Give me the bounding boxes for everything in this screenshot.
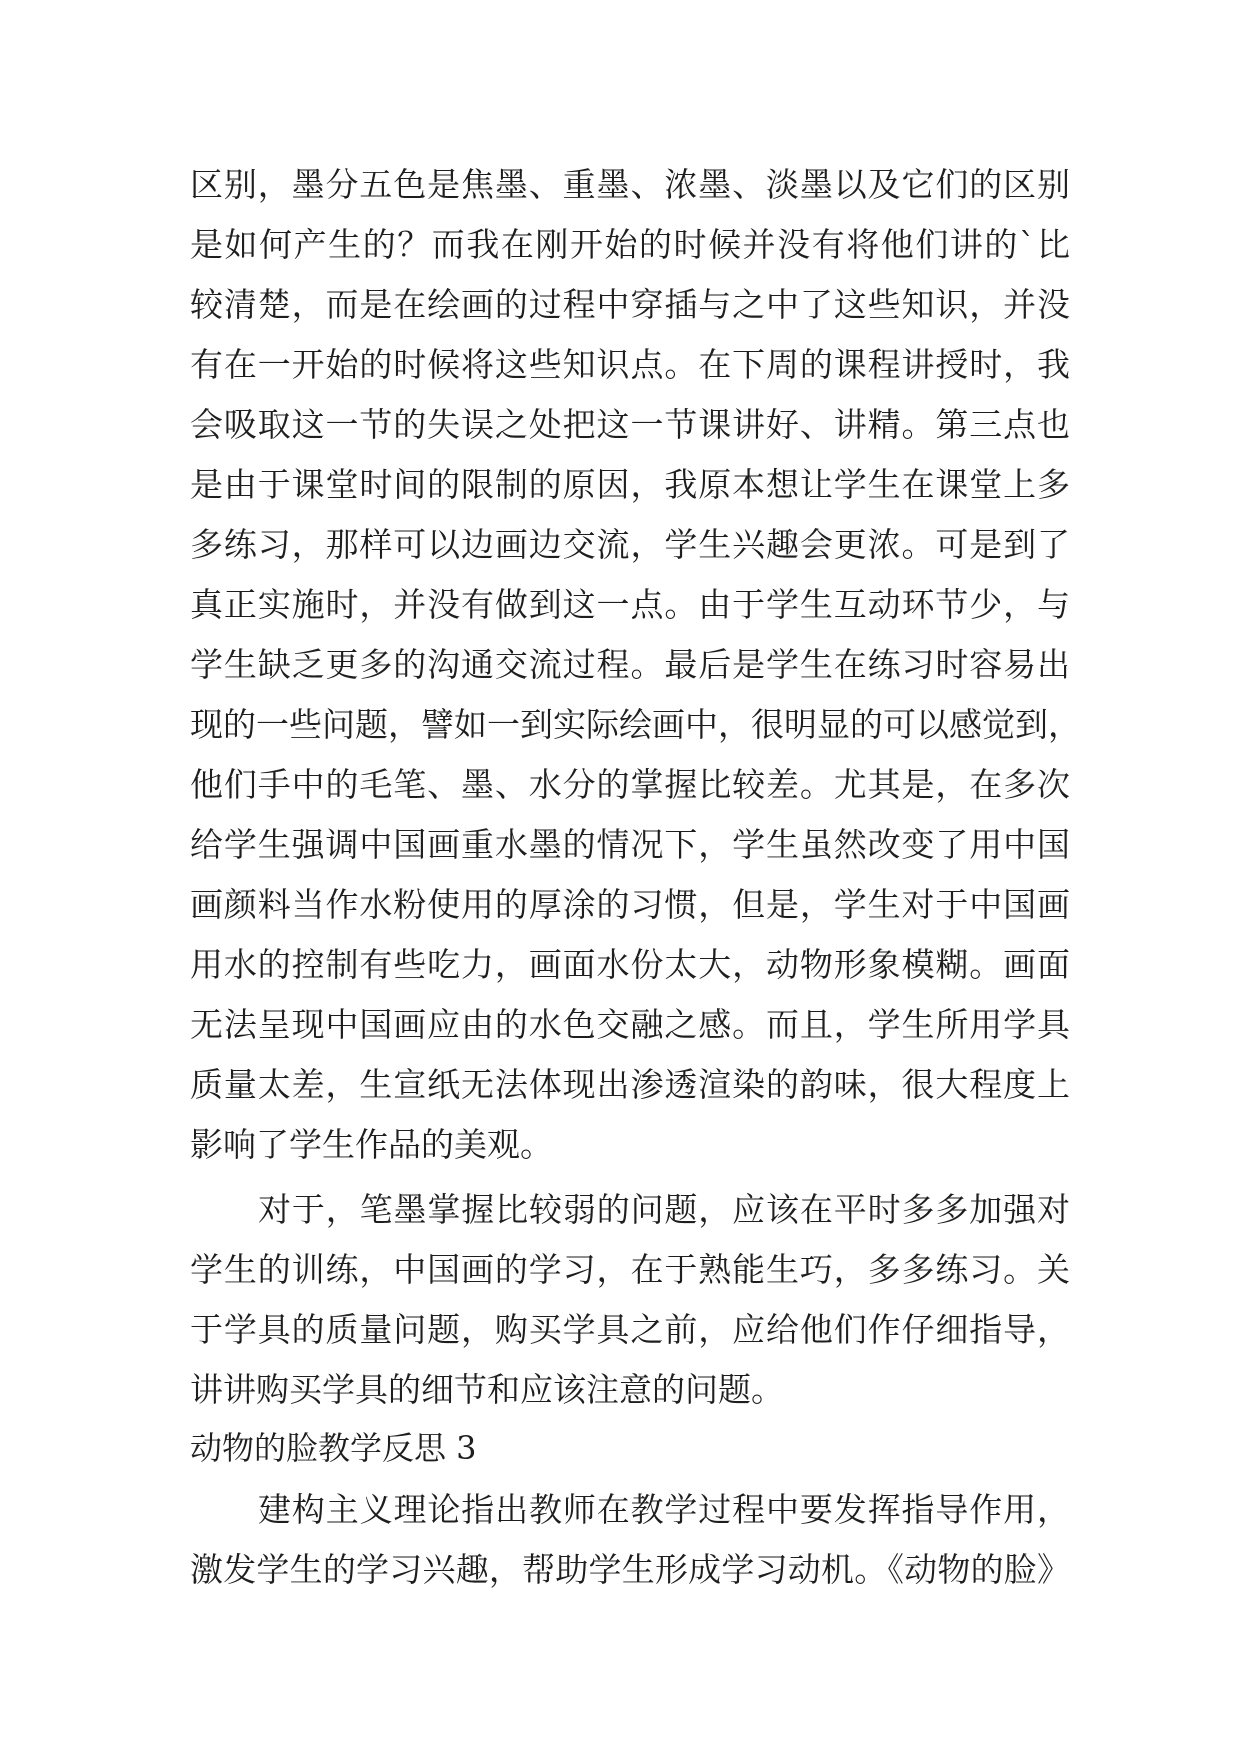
text-line: 用水的控制有些吃力，画面水份太大，动物形象模糊。画面 — [190, 945, 1070, 984]
text-line: 无法呈现中国画应由的水色交融之感。而且，学生所用学具 — [190, 1005, 1070, 1044]
text-line: 有在一开始的时候将这些知识点。在下周的课程讲授时，我 — [190, 345, 1070, 384]
text-line: 讲讲购买学具的细节和应该注意的问题。 — [190, 1370, 784, 1409]
text-line: 现的一些问题，譬如一到实际绘画中，很明显的可以感觉到， — [190, 705, 1081, 744]
section-heading: 动物的脸教学反思 3 — [190, 1429, 477, 1467]
text-line: 建构主义理论指出教师在教学过程中要发挥指导作用， — [258, 1490, 1070, 1529]
text-line: 于学具的质量问题，购买学具之前，应给他们作仔细指导， — [190, 1310, 1070, 1349]
text-line: 会吸取这一节的失误之处把这一节课讲好、讲精。第三点也 — [190, 405, 1070, 444]
text-line: 区别，墨分五色是焦墨、重墨、浓墨、淡墨以及它们的区别 — [190, 165, 1070, 204]
text-line: 激发学生的学习兴趣，帮助学生形成学习动机。《动物的脸》 — [190, 1550, 1070, 1589]
text-line: 学生缺乏更多的沟通交流过程。最后是学生在练习时容易出 — [190, 645, 1070, 684]
text-line: 是由于课堂时间的限制的原因，我原本想让学生在课堂上多 — [190, 465, 1070, 504]
text-line: 画颜料当作水粉使用的厚涂的习惯，但是，学生对于中国画 — [190, 885, 1070, 924]
text-line: 给学生强调中国画重水墨的情况下，学生虽然改变了用中国 — [190, 825, 1070, 864]
text-line: 质量太差，生宣纸无法体现出渗透渲染的韵味，很大程度上 — [190, 1065, 1070, 1104]
text-line: 是如何产生的？而我在刚开始的时候并没有将他们讲的`比 — [190, 225, 1070, 264]
text-line: 真正实施时，并没有做到这一点。由于学生互动环节少，与 — [190, 585, 1070, 624]
text-line: 较清楚，而是在绘画的过程中穿插与之中了这些知识，并没 — [190, 285, 1070, 324]
text-line: 多练习，那样可以边画边交流，学生兴趣会更浓。可是到了 — [190, 525, 1070, 564]
text-line: 影响了学生作品的美观。 — [190, 1125, 553, 1164]
text-line: 他们手中的毛笔、墨、水分的掌握比较差。尤其是，在多次 — [190, 765, 1070, 804]
text-line: 学生的训练，中国画的学习，在于熟能生巧，多多练习。关 — [190, 1250, 1070, 1289]
text-line: 对于，笔墨掌握比较弱的问题，应该在平时多多加强对 — [258, 1190, 1070, 1229]
